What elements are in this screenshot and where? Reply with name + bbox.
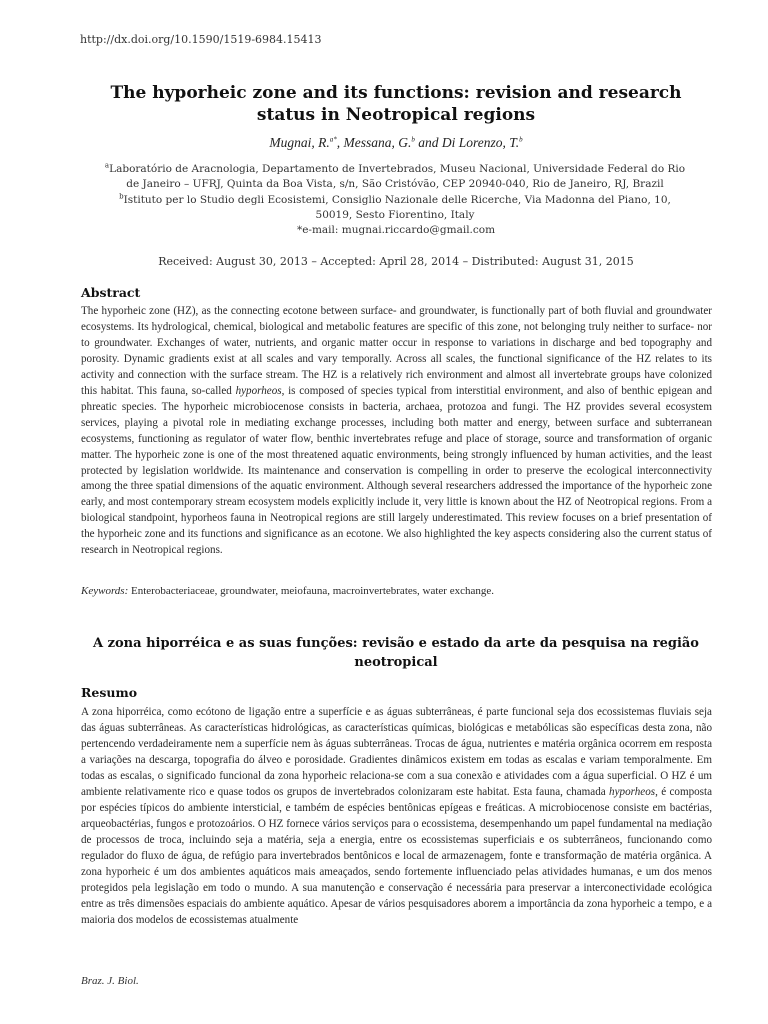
affiliation-a-text: Laboratório de Aracnologia, Departamento de Invertebrados, Museu Nacional, Universidade Federal do Rio de Janeiro – UFRJ, Quinta da Boa Vista, s/n, São Cristóvão, CEP 20940-040, Rio de Janeiro, RJ, Brazil	[109, 163, 686, 190]
keywords	[81, 585, 712, 597]
publication-dates: Received: August 30, 2013 – Accepted: April 28, 2014 – Distributed: August 31, 2015	[158, 255, 634, 268]
affiliation-b	[100, 193, 690, 223]
resumo-text-part-2: , é composta por espécies típicos do ambiente intersticial, e também de espécies bentônicas epígeas e freáticas. A microbiocenose consiste em bactérias, arqueobactérias, fungos e protozoários. O HZ fornece vários serviços para o ecossistema, desempenhando um papel fundamental na mediação de processos de troca, incluindo seja a matéria, seja a energia, entre os ecossistemas superficiais e os subterrâneos, funcionando como regulador do fluxo de água, de refúgio para invertebrados bentônicos e local de armazenagem, fonte e transformação de matéria orgânica. A zona hyporheic é um dos ambientes aquáticos mais ameaçados, sendo fortemente influenciado pelas atividades humanas, e um dos menos protegidos pela legislação em todo o mundo. A sua manutenção e conservação é necessária para preservar a interconectividade ecológica entre as três dimensões espaciais do ambiente aquático. Apesar de vários pesquisadores aborem a importância da zona hyporheic a tempo, e a maioria dos modelos de ecossistemas atualmente	[81, 786, 712, 926]
author-3-affiliation-mark: b	[519, 135, 523, 144]
affiliation-b-text: Istituto per lo Studio degli Ecosistemi, Consiglio Nazionale delle Ricerche, Via Madonna del Piano, 10, 50019, Sesto Fiorentino, Italy	[123, 194, 671, 221]
author-separator: ,	[336, 135, 344, 150]
author-separator: and	[414, 135, 442, 150]
keywords-label: Keywords:	[81, 585, 129, 597]
resumo-text-part-1: A zona hiporréica, como ecótono de ligação entre a superfície e as águas subterrâneas, é parte funcional seja dos ecossistemas fluviais seja das águas subterrâneas. As características hidrológicas, as características químicas, biológicas e metabólicas são específicas desta zona, não pertencendo verdadeiramente nem a superfície nem às águas subterrâneas. Trocas de água, nutrientes e matéria orgânica ocorrem em resposta a variações na descarga, topografia do álveo e porosidade. Gradientes dinâmicos existem em todas as escalas e variam temporalmente. Em todas as escalas, o significado funcional da zona hyporheic relaciona-se com a sua conexão e atividades com a água superficial. O HZ é um ambiente relativamente rico e quase todos os grupos de invertebrados colonizaram este habitat. Esta fauna, chamada	[81, 706, 712, 798]
doi-link[interactable]: http://dx.doi.org/10.1590/1519-6984.15413	[80, 33, 322, 46]
resumo-italic-term: hyporheos	[609, 786, 656, 798]
portuguese-title: A zona hiporréica e as suas funções: revisão e estado da arte da pesquisa na região neotropical	[93, 636, 699, 670]
author-3: Di Lorenzo, T.	[441, 135, 520, 150]
keywords-text: Enterobacteriaceae, groundwater, meiofauna, macroinvertebrates, water exchange.	[131, 585, 494, 597]
author-list	[80, 135, 712, 151]
abstract-text	[81, 304, 712, 559]
author-2-affiliation-mark: b	[411, 135, 415, 144]
affiliation-b-mark: b	[119, 192, 124, 201]
corresponding-email[interactable]: *e-mail: mugnai.riccardo@gmail.com	[296, 224, 496, 236]
author-1-affiliation-mark: a*	[329, 135, 337, 144]
author-2: Messana, G.	[343, 135, 412, 150]
resumo-heading: Resumo	[81, 685, 138, 700]
author-1: Mugnai, R.	[269, 135, 330, 150]
journal-footer: Braz. J. Biol.	[81, 975, 139, 987]
resumo-text	[81, 704, 712, 956]
affiliation-a	[100, 162, 690, 192]
affiliation-a-mark: a	[104, 161, 110, 170]
article-title: The hyporheic zone and its functions: revision and research status in Neotropical regions	[110, 83, 682, 125]
abstract-text-part-1: The hyporheic zone (HZ), as the connecting ecotone between surface- and groundwater, is functionally part of both fluvial and groundwater ecosystems. Its hydrological, chemical, biological and metabolic features are specific of this zone, not belonging truly neither to surface- nor to groundwater. Exchanges of water, nutrients, and organic matter occur in response to variations in discharge and bed topography and porosity. Dynamic gradients exist at all scales and vary temporally. Across all scales, the functional significance of the HZ relates to its activity and connection with the surface stream. The HZ is a relatively rich environment and almost all invertebrate groups have colonized this habitat. This fauna, so-called	[81, 305, 712, 397]
abstract-heading: Abstract	[81, 285, 141, 300]
abstract-italic-term: hyporheos	[235, 384, 282, 397]
abstract-text-part-2: , is composed of species typical from interstitial environment, and also of benthic epigean and phreatic species. The hyporheic microbiocenose consists in bacteria, archaea, protozoa and fungi. The HZ provides several ecosystem services, playing a pivotal role in mediating exchange processes, including both matter and energy, between surface and subterranean ecosystems, functioning as regulator of water flow, benthic invertebrates refuge and place of storage, source and transformation of organic matter. The hyporheic zone is one of the most threatened aquatic environments, being strongly influenced by human activities, and the least protected by legislation worldwide. Its maintenance and conservation is compelling in order to preserve the ecological interconnectivity among the three spatial dimensions of the aquatic environment. Although several researchers addressed the importance of the hyporheic zone early, and most contemporary stream ecosystem models explicitly include it, very little is known about the HZ of Neotropical regions. From a biological standpoint, hyporheos fauna in Neotropical regions are still largely underestimated. This review focuses on a brief presentation of the hyporheic zone and its functions and significance as an ecotone. We also highlighted the key aspects considering also the current status of research in Neotropical regions.	[81, 384, 712, 557]
